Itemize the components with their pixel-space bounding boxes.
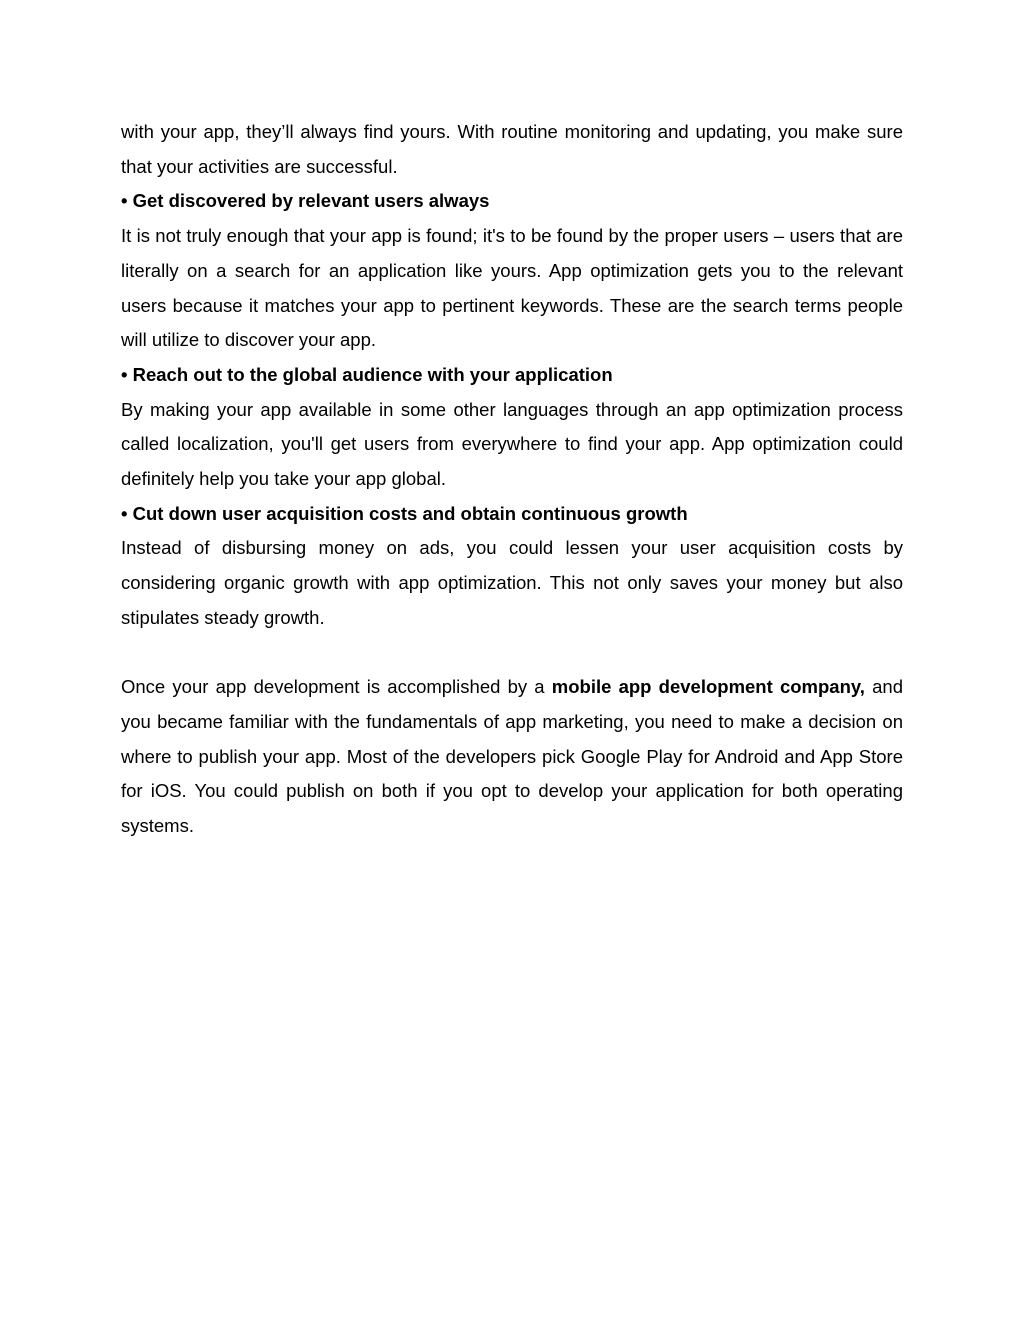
heading-global-audience: • Reach out to the global audience with your application (121, 363, 613, 385)
paragraph-organic-growth: Instead of disbursing money on ads, you could lessen your user acquisition costs by considering organic growth with app optimization. This not only saves your money but also stipulates steady growth. (121, 537, 903, 628)
paragraph-publishing-bold: mobile app development company, (551, 676, 865, 698)
paragraph-spacer (121, 636, 903, 671)
document-body (121, 115, 903, 844)
paragraph-publishing-start: Once your app development is accomplished by a (121, 676, 552, 698)
paragraph-localization: By making your app available in some other languages through an app optimization process called localization, you'll get users from everywhere to find your app. App optimization could definitely help you take your app global. (121, 398, 903, 490)
paragraph-publishing (121, 670, 903, 844)
heading-acquisition-costs: • Cut down user acquisition costs and obtain continuous growth (121, 502, 688, 524)
paragraph-relevant-users: It is not truly enough that your app is found; it's to be found by the proper users – users that are literally on a search for an application like yours. App optimization gets you to the relevant users because it matches your app to pertinent keywords. These are the search terms people will utilize to discover your app. (121, 225, 903, 351)
paragraph-intro-continuation: with your app, they’ll always find yours. With routine monitoring and updating, you make sure that your activities are successful. (121, 121, 903, 177)
heading-get-discovered: • Get discovered by relevant users always (121, 190, 490, 212)
paragraph-publishing-end: and you became familiar with the fundamentals of app marketing, you need to make a decision on where to publish your app. Most of the developers pick Google Play for Android and App Store for iOS. You could publish on both if you opt to develop your application for both operating systems. (121, 676, 903, 837)
